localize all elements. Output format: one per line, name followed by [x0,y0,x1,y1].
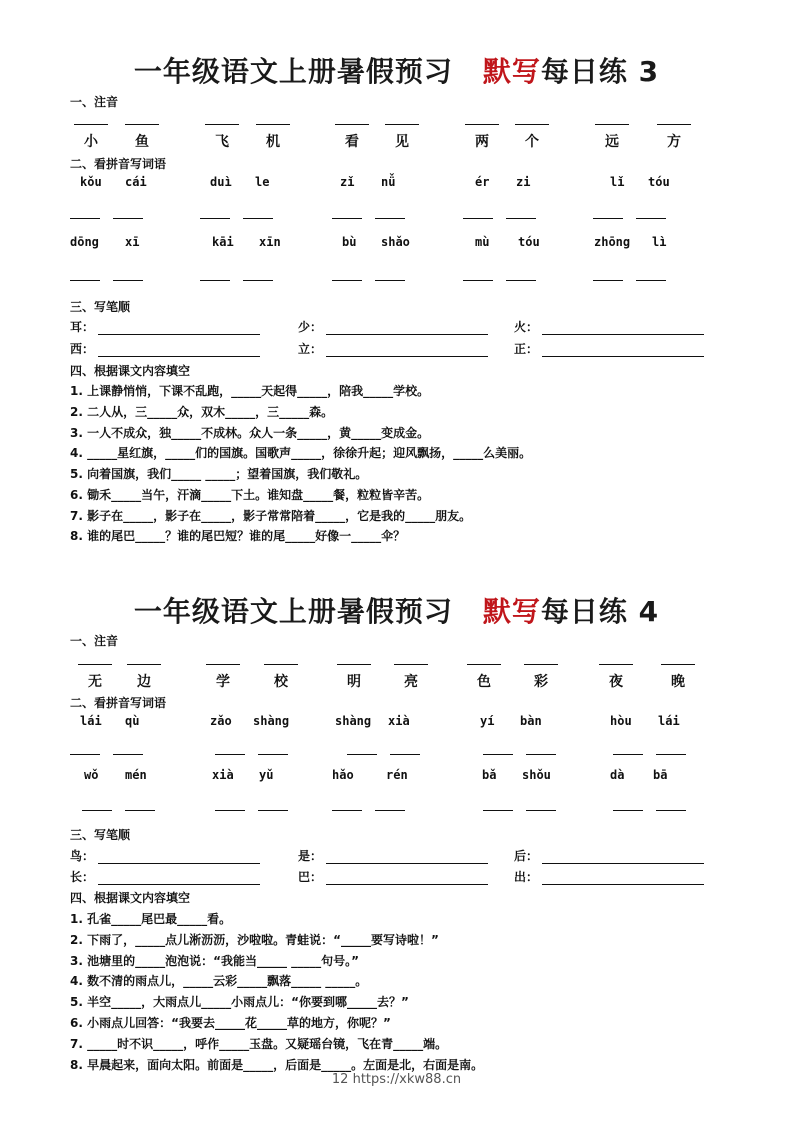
pinyin: mén [125,768,147,782]
section-fill-label: 四、根据课文内容填空 [70,364,191,378]
answer-line[interactable] [656,754,686,755]
answer-line[interactable] [394,664,428,665]
fill-item[interactable]: 3. 池塘里的_____泡泡说：“我能当_____ _____句号。” [70,954,360,968]
fill-item[interactable]: 7. 影子在_____，影子在_____，影子常常陪着_____，它是我的_____朋友。 [70,509,472,523]
answer-line[interactable] [332,280,362,281]
title-red-highlight: 默写 [482,595,541,628]
zhuyin-item [523,664,559,691]
stroke-char: 火： [514,320,539,334]
stroke-row [70,340,710,358]
stroke-char: 西： [70,342,95,356]
section-fill-label: 四、根据课文内容填空 [70,891,191,905]
zhuyin-item [660,664,696,691]
answer-line[interactable] [636,280,666,281]
worksheet-title [0,590,793,630]
answer-line[interactable] [463,280,493,281]
pinyin: yí [480,714,495,728]
answer-line[interactable] [243,218,273,219]
pinyin: kǒu [80,175,102,189]
zhuyin-char: 明 [347,674,361,690]
answer-line[interactable] [70,218,100,219]
section-pinyin-label: 二、看拼音写词语 [70,696,167,710]
answer-line[interactable] [113,280,143,281]
pinyin: xià [212,768,234,782]
zhuyin-char: 夜 [609,674,623,690]
zhuyin-char: 鱼 [135,134,149,150]
pinyin-row [70,175,730,191]
answer-line[interactable] [200,280,230,281]
answer-line[interactable] [82,810,112,811]
answer-line[interactable] [326,323,488,335]
stroke-item [298,318,488,335]
answer-line[interactable] [542,873,704,885]
answer-line[interactable] [515,124,549,125]
stroke-char: 后： [514,849,539,863]
pinyin: bā [653,768,668,782]
pinyin: duì [210,175,232,189]
fill-item[interactable]: 1. 上课静悄悄，下课不乱跑，_____天起得_____，陪我_____学校。 [70,384,430,398]
stroke-item [70,340,260,357]
pinyin: dà [610,768,625,782]
fill-item[interactable]: 2. 二人从，三_____众，双木_____，三_____森。 [70,405,334,419]
stroke-item [70,318,260,335]
pinyin: lǐ [610,175,625,189]
fill-item[interactable]: 8. 早晨起来，面向太阳。前面是_____，后面是_____。左面是北，右面是南。 [70,1058,484,1072]
pinyin: shǎo [381,235,410,249]
answer-line[interactable] [542,345,704,357]
pinyin-row [70,235,730,251]
pinyin: tóu [518,235,540,249]
zhuyin-item [384,124,420,151]
pinyin: ér [475,175,490,189]
stroke-char: 鸟： [70,849,95,863]
zhuyin-char: 方 [667,134,681,150]
stroke-char: 耳： [70,320,95,334]
stroke-item [70,847,260,864]
answer-line[interactable] [98,873,260,885]
zhuyin-char: 晚 [671,674,685,690]
answer-line[interactable] [125,124,159,125]
pinyin: wǒ [84,768,99,782]
pinyin: tóu [648,175,670,189]
answer-line[interactable] [335,124,369,125]
pinyin: xī [125,235,140,249]
pinyin-row [70,768,730,784]
stroke-char: 是： [298,849,323,863]
stroke-char: 正： [514,342,539,356]
pinyin: bǎ [482,768,497,782]
stroke-char: 少： [298,320,323,334]
answer-line[interactable] [326,873,488,885]
title-main: 一年级语文上册暑假预习 [133,55,453,88]
answer-line[interactable] [656,810,686,811]
answer-line[interactable] [593,280,623,281]
stroke-item [514,340,704,357]
zhuyin-char: 看 [345,134,359,150]
zhuyin-char: 远 [605,134,619,150]
answer-line[interactable] [542,852,704,864]
pinyin: hòu [610,714,632,728]
zhuyin-item [204,124,240,151]
stroke-item [514,868,704,885]
answer-line[interactable] [326,852,488,864]
answer-line[interactable] [337,664,371,665]
stroke-item [514,318,704,335]
zhuyin-item [656,124,692,151]
zhuyin-item [514,124,550,151]
pinyin: zi [516,175,531,189]
pinyin: xià [388,714,410,728]
pinyin: zǎo [210,714,232,728]
fill-item[interactable]: 6. 锄禾_____当午，汗滴_____下土。谁知盘_____餐，粒粒皆辛苦。 [70,488,430,502]
answer-line[interactable] [98,345,260,357]
section-stroke-label: 三、写笔顺 [70,828,131,842]
zhuyin-char: 校 [274,674,288,690]
fill-item[interactable]: 6. 小雨点儿回答：“我要去_____花_____草的地方，你呢？” [70,1016,391,1030]
zhuyin-item [263,664,299,691]
stroke-item [298,868,488,885]
zhuyin-item [334,124,370,151]
stroke-item [298,340,488,357]
answer-line[interactable] [390,754,420,755]
title-red-highlight: 默写 [482,55,541,88]
answer-line[interactable] [483,810,513,811]
answer-line[interactable] [526,754,556,755]
answer-line[interactable] [326,345,488,357]
answer-line-row [70,810,730,814]
answer-line[interactable] [375,280,405,281]
answer-line[interactable] [125,810,155,811]
answer-line[interactable] [636,218,666,219]
answer-line[interactable] [542,323,704,335]
pinyin: lái [80,714,102,728]
answer-line[interactable] [657,124,691,125]
pinyin: lái [658,714,680,728]
zhuyin-char: 彩 [534,674,548,690]
title-main: 一年级语文上册暑假预习 [133,595,453,628]
stroke-char: 出： [514,870,539,884]
pinyin: mù [475,235,490,249]
answer-line[interactable] [70,280,100,281]
answer-line[interactable] [215,754,245,755]
stroke-char: 立： [298,342,323,356]
pinyin: le [255,175,270,189]
answer-line[interactable] [206,664,240,665]
answer-line[interactable] [98,852,260,864]
pinyin: yǔ [259,768,274,782]
answer-line[interactable] [332,810,362,811]
answer-line[interactable] [375,810,405,811]
pinyin: dōng [70,235,99,249]
zhuyin-char: 无 [88,674,102,690]
zhuyin-char: 亮 [404,674,418,690]
stroke-item [70,868,260,885]
section-zhuyin-label: 一、注音 [70,634,119,648]
answer-line[interactable] [524,664,558,665]
pinyin: bù [342,235,357,249]
answer-line[interactable] [465,124,499,125]
answer-line[interactable] [483,754,513,755]
pinyin: shàng [335,714,372,728]
answer-line-row [70,280,730,284]
zhuyin-item [594,124,630,151]
page-footer: 12 https://xkw88.cn [331,1072,462,1087]
answer-line[interactable] [98,323,260,335]
answer-line[interactable] [258,754,288,755]
stroke-item [298,847,488,864]
pinyin: lì [652,235,667,249]
worksheet-title [0,50,793,90]
pinyin: nǚ [381,175,396,189]
pinyin: zhōng [594,235,631,249]
zhuyin-item [255,124,291,151]
answer-line[interactable] [215,810,245,811]
pinyin: bàn [520,714,542,728]
zhuyin-item [126,664,162,691]
zhuyin-char: 个 [525,134,539,150]
pinyin: xīn [259,235,281,249]
answer-line[interactable] [613,754,643,755]
answer-line[interactable] [78,664,112,665]
answer-line[interactable] [385,124,419,125]
pinyin: shàng [253,714,290,728]
answer-line[interactable] [599,664,633,665]
pinyin: hǎo [332,768,354,782]
fill-item[interactable]: 7. _____时不识_____，呼作_____玉盘。又疑瑶台镜，飞在青_____端。 [70,1037,448,1051]
zhuyin-item [393,664,429,691]
zhuyin-item [464,124,500,151]
stroke-row [70,847,710,865]
answer-line[interactable] [526,810,556,811]
fill-item[interactable]: 3. 一人不成众，独_____不成林。众人一条_____，黄_____变成金。 [70,426,430,440]
zhuyin-item [336,664,372,691]
section-stroke-label: 三、写笔顺 [70,300,131,314]
answer-line[interactable] [264,664,298,665]
zhuyin-char: 边 [137,674,151,690]
answer-line[interactable] [243,280,273,281]
answer-line[interactable] [74,124,108,125]
zhuyin-row [70,664,730,700]
fill-item[interactable]: 4. _____星红旗，_____们的国旗。国歌声_____，徐徐升起；迎风飘扬，_____么美丽。 [70,446,532,460]
fill-item[interactable]: 8. 谁的尾巴_____？谁的尾巴短？谁的尾_____好像一_____伞？ [70,529,406,543]
zhuyin-char: 两 [475,134,489,150]
zhuyin-item [466,664,502,691]
fill-item[interactable]: 2. 下雨了，_____点儿淅沥沥，沙啦啦。青蛙说：“_____要写诗啦！” [70,933,439,947]
answer-line[interactable] [347,754,377,755]
fill-item[interactable]: 5. 向着国旗，我们_____ _____；望着国旗，我们敬礼。 [70,467,368,481]
answer-line-row [70,754,730,758]
answer-line[interactable] [127,664,161,665]
zhuyin-char: 色 [477,674,491,690]
answer-line[interactable] [375,218,405,219]
answer-line[interactable] [593,218,623,219]
zhuyin-item [124,124,160,151]
zhuyin-item [205,664,241,691]
stroke-char: 巴： [298,870,323,884]
answer-line[interactable] [200,218,230,219]
answer-line[interactable] [506,218,536,219]
stroke-row [70,868,710,886]
answer-line[interactable] [463,218,493,219]
answer-line[interactable] [205,124,239,125]
answer-line-row [70,218,730,222]
pinyin: qù [125,714,140,728]
pinyin: cái [125,175,147,189]
answer-line[interactable] [256,124,290,125]
zhuyin-char: 机 [266,134,280,150]
answer-line[interactable] [258,810,288,811]
pinyin: rén [386,768,408,782]
zhuyin-item [598,664,634,691]
fill-item[interactable]: 5. 半空_____，大雨点儿_____小雨点儿：“你要到哪_____去？” [70,995,409,1009]
pinyin: kāi [212,235,234,249]
answer-line[interactable] [661,664,695,665]
stroke-item [514,847,704,864]
zhuyin-char: 学 [216,674,230,690]
answer-line[interactable] [595,124,629,125]
zhuyin-char: 飞 [215,134,229,150]
title-tail: 每日练 3 [540,55,660,88]
stroke-char: 长： [70,870,95,884]
title-tail: 每日练 4 [540,595,660,628]
zhuyin-row [70,124,730,160]
pinyin-row [70,714,730,730]
answer-line[interactable] [613,810,643,811]
section-pinyin-label: 二、看拼音写词语 [70,157,167,171]
zhuyin-char: 小 [84,134,98,150]
fill-item[interactable]: 1. 孔雀_____尾巴最_____看。 [70,912,232,926]
pinyin: shǒu [522,768,551,782]
answer-line[interactable] [113,218,143,219]
fill-item[interactable]: 4. 数不清的雨点儿，_____云彩_____飘落_____ _____。 [70,974,368,988]
pinyin: zǐ [340,175,355,189]
answer-line[interactable] [113,754,143,755]
answer-line[interactable] [332,218,362,219]
stroke-row [70,318,710,336]
zhuyin-item [73,124,109,151]
section-zhuyin-label: 一、注音 [70,95,119,109]
answer-line[interactable] [506,280,536,281]
zhuyin-item [77,664,113,691]
answer-line[interactable] [70,754,100,755]
answer-line[interactable] [467,664,501,665]
zhuyin-char: 见 [395,134,409,150]
